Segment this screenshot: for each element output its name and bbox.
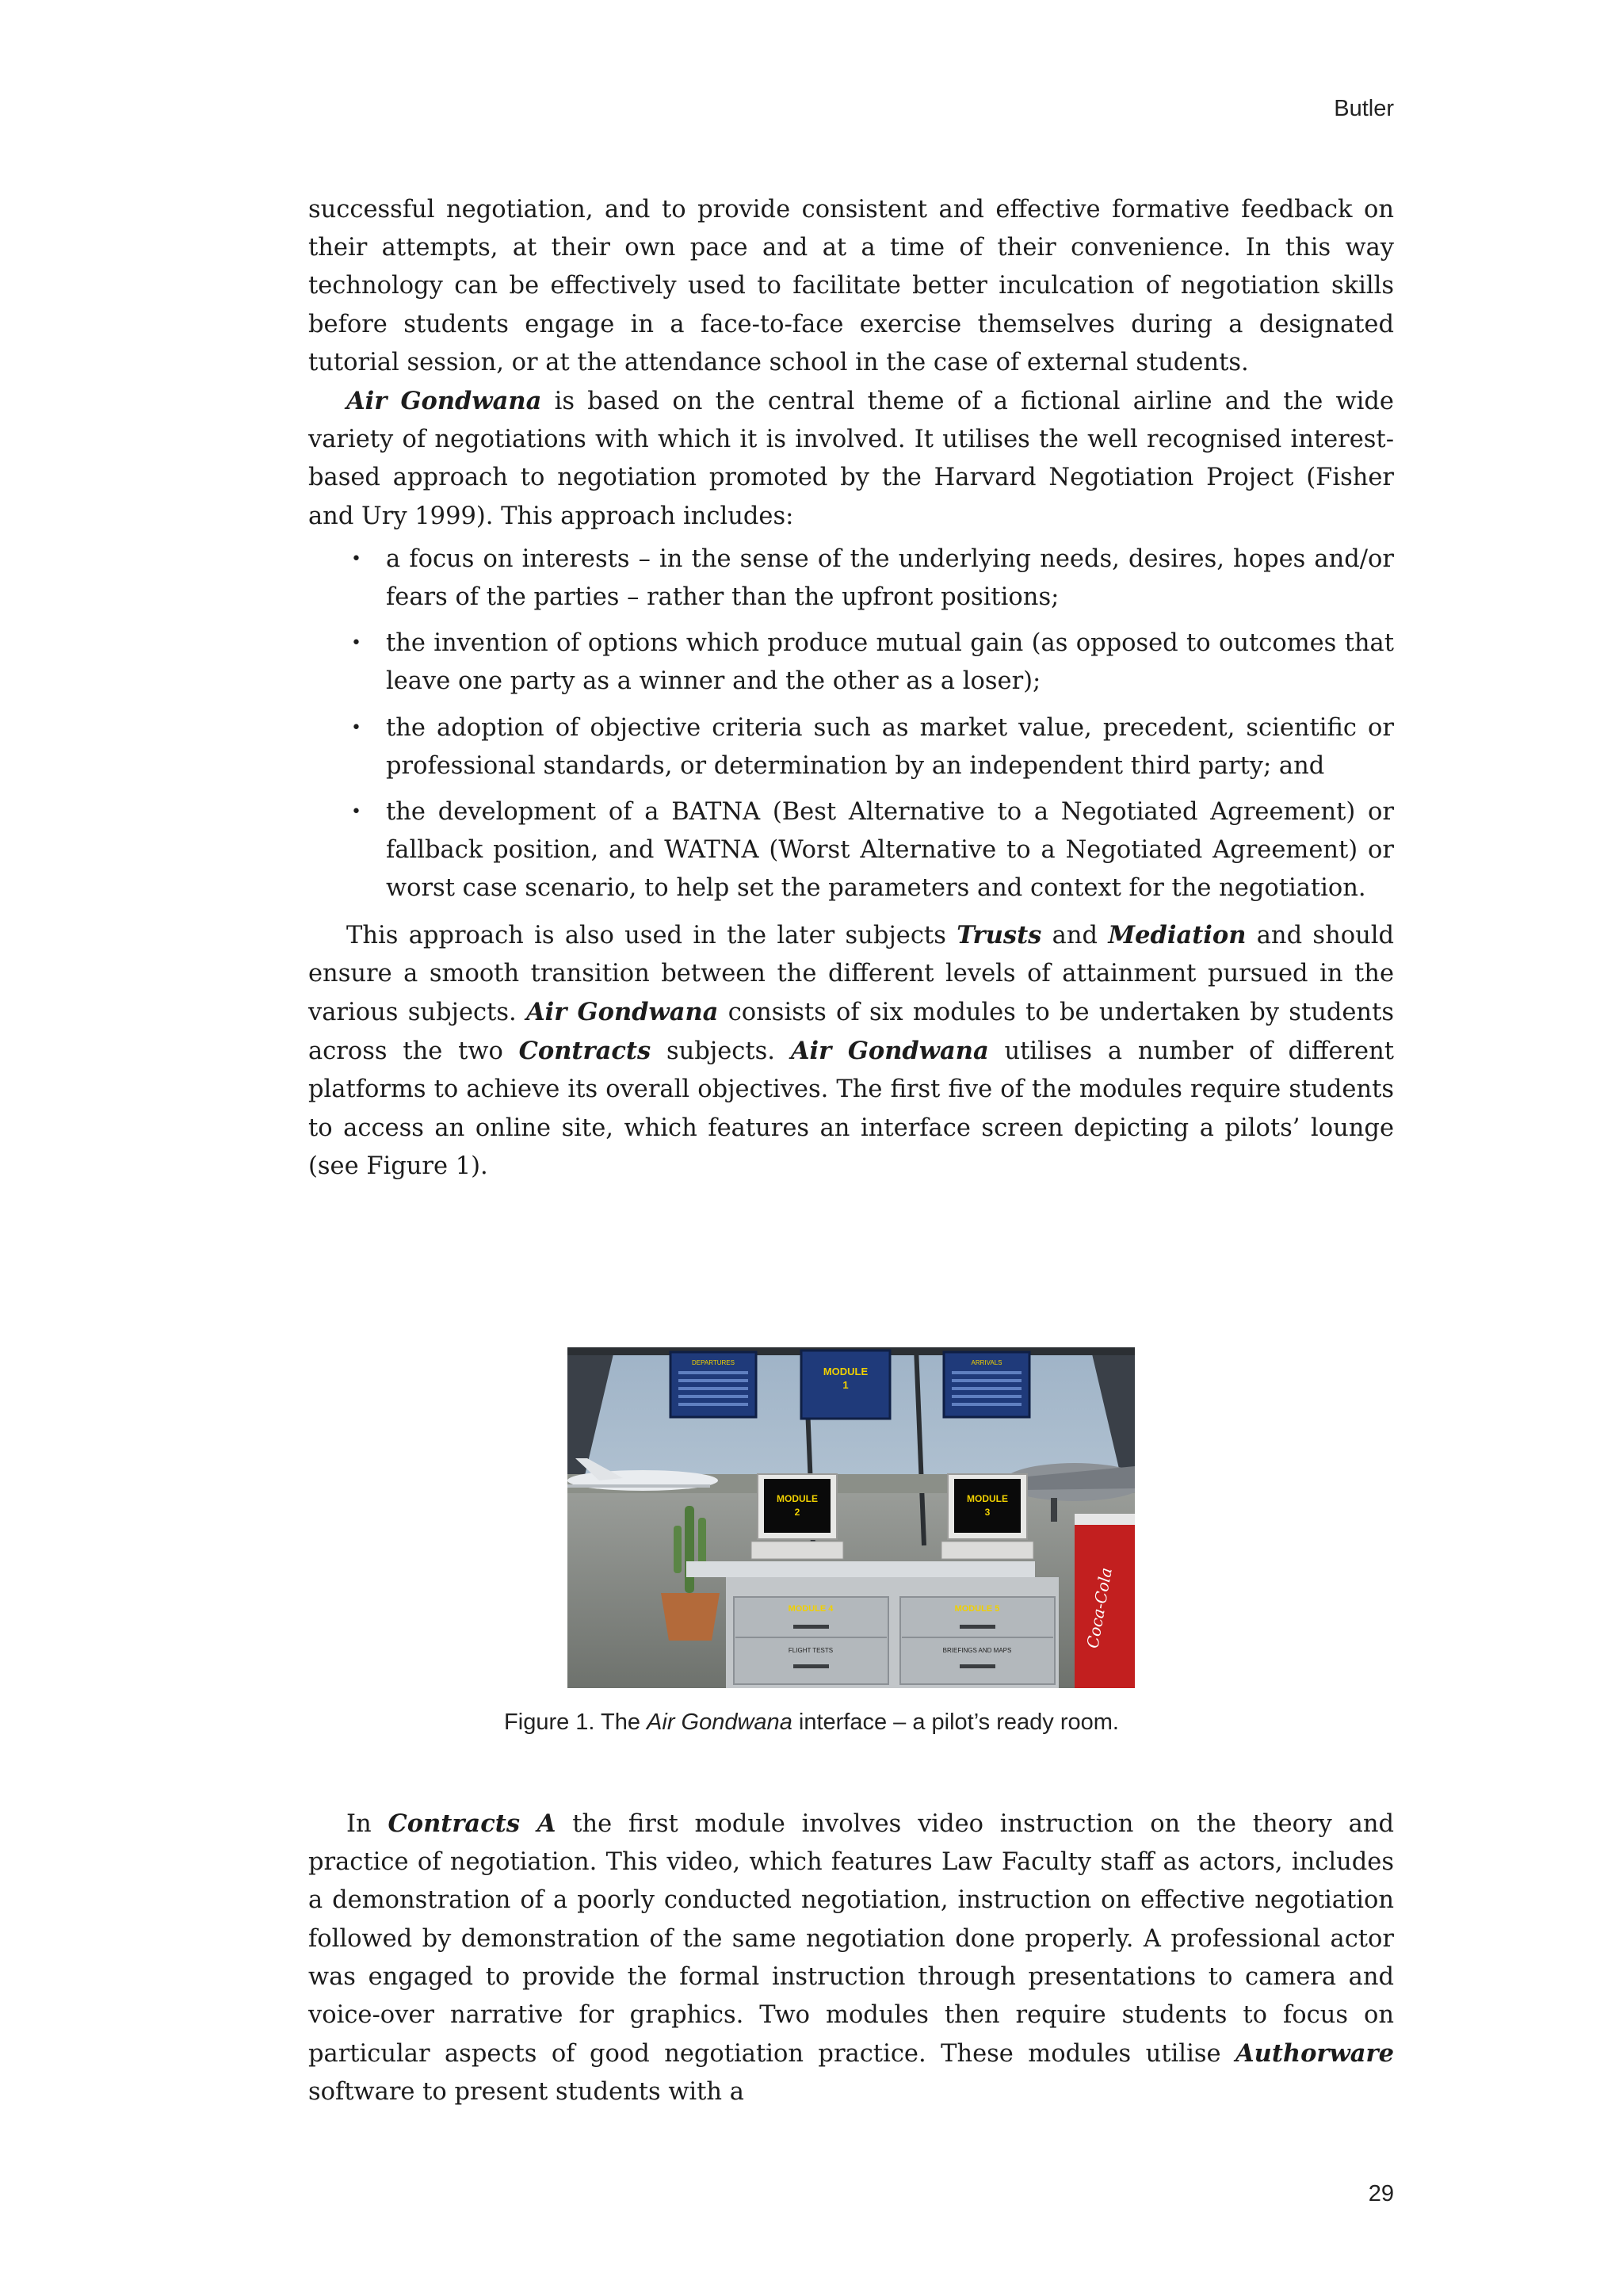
paragraph	[308, 1805, 1394, 2112]
page-number: 29	[1368, 2181, 1394, 2206]
running-header-author: Butler	[1334, 96, 1394, 121]
departures-board	[670, 1352, 756, 1417]
module-number: 2	[794, 1507, 800, 1518]
module-1-board[interactable]	[801, 1350, 890, 1419]
list-item-text: the invention of options which produce mutual gain (as opposed to outcomes that leave one party as a winner and the other as a loser);	[386, 629, 1394, 696]
text-run: consists of six modules to be undertaken by students across the two	[308, 999, 1394, 1066]
module-number: 3	[984, 1507, 991, 1518]
emphasis-title: Air Gondwana	[790, 1037, 989, 1066]
drawer-label: BRIEFINGS AND MAPS	[942, 1647, 1012, 1654]
bullet-icon: •	[351, 717, 361, 738]
list-item	[308, 793, 1394, 908]
module-label: MODULE	[777, 1493, 818, 1504]
emphasis-software: Authorware	[1235, 2039, 1394, 2069]
caption-emphasis: Air Gondwana	[647, 1710, 792, 1735]
text-run: and	[1041, 921, 1109, 949]
board-label: ARRIVALS	[971, 1359, 1002, 1366]
caption-text: Figure 1. The	[504, 1710, 647, 1735]
paragraph	[308, 916, 1394, 1186]
bullet-icon: •	[351, 633, 361, 654]
text-run: This approach is also used in the later subjects	[346, 921, 957, 949]
cola-machine-icon	[1075, 1514, 1135, 1688]
drawer-label: FLIGHT TESTS	[788, 1647, 834, 1654]
drawer-label: MODULE 5	[954, 1604, 1000, 1614]
module-3-monitor[interactable]	[941, 1474, 1033, 1559]
bullet-icon: •	[351, 802, 361, 823]
drawer-label: MODULE 4	[788, 1604, 834, 1614]
bullet-list	[308, 541, 1394, 908]
text-run: subjects.	[651, 1037, 791, 1066]
text-run: and should ensure a smooth transition between the different levels of attainment pursued in the various subjects.	[308, 921, 1394, 1027]
body-text-bottom	[308, 1805, 1394, 2112]
paragraph	[308, 382, 1394, 536]
paragraph: successful negotiation, and to provide consistent and effective formative feedback on their attempts, at their own pace and at a time of their convenience. In this way technology can be effectively used to facilitate better inculcation of negotiation skills before students engage in a face-to-face exercise themselves during a designated tutorial session, or at the attendance school in the case of external students.	[308, 196, 1394, 376]
bullet-icon: •	[351, 548, 361, 569]
figure-caption	[0, 1710, 1623, 1736]
text-run: software to present students with a	[308, 2078, 744, 2107]
list-item	[308, 541, 1394, 617]
text-run: utilises a number of different platforms to achieve its overall objectives. The first five of the modules require students to access an online site, which features an interface screen depicting a pilots’ lounge (see Figure 1).	[308, 1037, 1395, 1180]
emphasis-subject: Contracts	[518, 1037, 651, 1066]
module-label: MODULE	[823, 1366, 869, 1377]
pilot-ready-room-illustration	[567, 1347, 1135, 1688]
emphasis-subject: Trusts	[957, 920, 1042, 949]
emphasis-subject: Contracts A	[388, 1809, 556, 1838]
list-item-text: a focus on interests – in the sense of the underlying needs, desires, hopes and/or fears of the parties – rather than the upfront positions;	[386, 544, 1394, 612]
board-label: DEPARTURES	[692, 1359, 735, 1366]
list-item-text: the development of a BATNA (Best Alternative to a Negotiated Agreement) or fallback position, and WATNA (Worst Alternative to a Negotiated Agreement) or worst case scenario, to help set the parameters and context for the negotiation.	[386, 798, 1394, 903]
module-number: 1	[842, 1379, 849, 1391]
list-item-text: the adoption of objective criteria such as market value, precedent, scientific or professional standards, or determination by an independent third party; and	[386, 713, 1394, 780]
module-2-monitor[interactable]	[751, 1474, 843, 1559]
emphasis-subject: Mediation	[1108, 920, 1247, 949]
emphasis-title: Air Gondwana	[346, 387, 542, 416]
text-run: is based on the central theme of a fictional airline and the wide variety of negotiations with which it is involved. It utilises the well recognised interest-based approach to negotiation promoted by the Harvard Negotiation Project (Fisher and Ury 1999). This approach includes:	[308, 388, 1394, 530]
module-label: MODULE	[967, 1493, 1008, 1504]
list-item	[308, 625, 1394, 701]
cola-logo-text: Coca-Cola	[1083, 1566, 1116, 1650]
list-item	[308, 709, 1394, 785]
arrivals-board	[944, 1352, 1029, 1417]
text-run: In	[346, 1810, 388, 1838]
text-run: the first module involves video instruction on the theory and practice of negotiation. This video, which features Law Faculty staff as actors, includes a demonstration of a poorly conducted negotiation, instruction on effective negotiation followed by demonstration of the same negotiation done properly. A professional actor was engaged to provide the formal instruction through presentations to camera and voice-over narrative for graphics. Two modules then require students to focus on particular aspects of good negotiation practice. These modules utilise	[308, 1810, 1394, 2069]
figure-image	[567, 1347, 1135, 1688]
caption-text: interface – a pilot’s ready room.	[792, 1710, 1119, 1735]
body-text-top	[308, 191, 1394, 1186]
emphasis-title: Air Gondwana	[526, 998, 719, 1027]
